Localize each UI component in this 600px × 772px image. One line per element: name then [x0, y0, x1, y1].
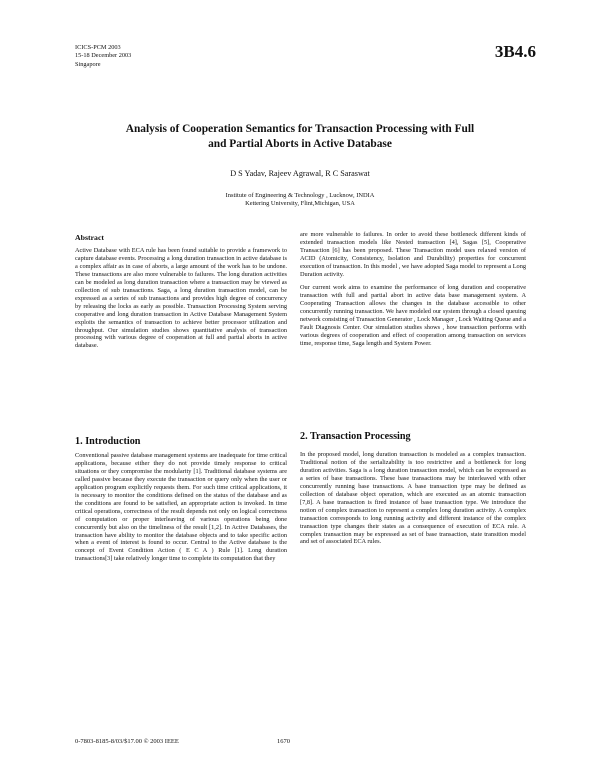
page-number: 1670: [277, 738, 290, 745]
title-line-1: Analysis of Cooperation Semantics for Transaction Processing with Full: [125, 123, 475, 135]
affiliation-2: Kettering University, Flint,Michigan, USA: [245, 200, 355, 208]
paper-code: 3B4.6: [494, 42, 536, 61]
title-line-2: and Partial Aborts in Active Database: [208, 138, 392, 150]
abstract-text: Active Database with ECA rule has been found suitable to provide a framework to capture database events. Processing a long duration transaction in active database is a complex affair as in case of aborts, a large amount of the work has to be undone. These transactions are also more vulnerable to failures. The long duration activities can be modeled as long duration transaction where a transaction may be viewed as collection of sub transactions. Saga, a long duration transaction model, can be expressed as a series of sub transactions and provides high degree of concurrency by releasing the locks as early as possible. Transaction Processing System serving cooperative and long duration transaction in Active Database Management System exploits the semantics of transaction to achieve better processor utilization and throughput. Our simulation studies shows quantitative analysis of transaction processing with various degree of cooperation at full and partial aborts in active database.: [75, 247, 287, 350]
right-para-2: Our current work aims to examine the performance of long duration and cooperative transaction with full and partial abort in active data base management system. A Cooperating Transaction allows the changes in the database accessible to other concurrently running transaction. We have modeled our system through a closed queuing network consisting of Transaction Generator , Lock Manager , Lock Waiting Queue and a Fault Diagnosis Center. Our simulation studies shows , how transaction performs with various degrees of cooperation and effect of cooperation among transaction on services time, response time, Saga length and System Power.: [300, 284, 526, 347]
abstract-heading: Abstract: [75, 233, 105, 242]
conference-location: Singapore: [75, 60, 101, 68]
conference-info: [75, 44, 131, 69]
intro-text: Conventional passive database management systems are inadequate for time critical applications, because either they do not provide timely response to critical situations or they compromise the modularity [1]. Traditional database systems are called passive because they execute the transaction or query only when the user or application program explicitly requests them. For such time critical applications, it is necessary to monitor the conditions defined on the status of the database and as the conditions are found to be satisfied, an appropriate action is invoked. In time critical operations, correctness of the result depends not only on logical correctness of computation or proper interleaving of various operations being done concurrently but also on the timeliness of the result [1,2]. In Active Databases, the transaction have ability to monitor the database objects and to take specific action when a event of interest is found to occur. Central to the Active database is the concept of Event Condition Action ( E C A ) Rule [1]. Long duration transactions[3] take relatively longer time to complete its computation that they: [75, 452, 287, 563]
paper-title: [60, 122, 540, 152]
right-para-1: are more vulnerable to failures. In order to avoid these bottleneck different kinds of extended transaction models like Nested transaction [4], Sagas [5], Cooperative Transaction [6] has been proposed. These Transaction model uses relaxed version of ACID (Atomicity, Consistency, Isolation and Durability) properties for concurrent execution of transaction. In this model , we have adopted Saga model to represent a Long Duration activity.: [300, 231, 526, 278]
conference-dates: 15-18 December 2003: [75, 52, 132, 60]
copyright-isbn: 0-7803-8185-8/03/$17.00 © 2003 IEEE: [75, 738, 179, 745]
affiliations: [60, 192, 540, 208]
section2-text: In the proposed model, long duration transaction is modeled as a complex transaction. Traditional notion of the serializability is too restrictive and a bottleneck for long duration activities. Saga is a long duration transaction model, which can be expressed as a series of base transactions. These base transactions may be interleaved with other concurrently running base transactions. A base transaction type may be defined as collection of database object operation, which are executed as an atomic transaction [7,8]. A base transaction is fired instance of base transaction type. We introduce the notion of complex transaction to represent a complex long duration activity. A complex transaction corresponds to long running activity and different instance of the complex transaction type changes their states as a consequence of execution of ECA rule. A complex transaction may be expressed as set of base transaction, state transition model and set of associated ECA rules.: [300, 451, 526, 546]
authors: D S Yadav, Rajeev Agrawal, R C Saraswat: [230, 169, 370, 178]
affiliation-1: Institute of Engineering & Technology , Lucknow, INDIA: [225, 192, 375, 199]
conference-name: ICICS-PCM 2003: [75, 44, 121, 51]
intro-heading: 1. Introduction: [75, 436, 141, 447]
section2-heading: 2. Transaction Processing: [300, 431, 411, 442]
